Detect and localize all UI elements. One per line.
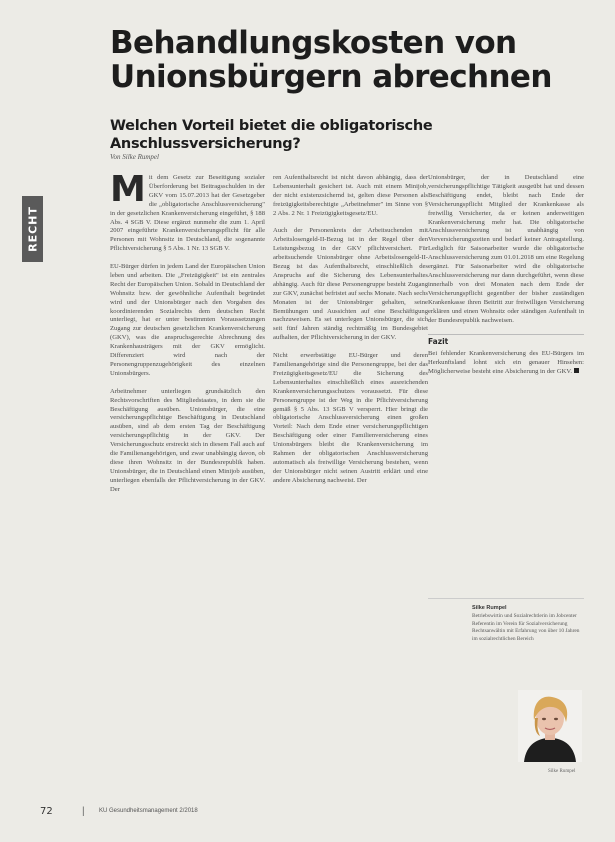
- section-tab-label: RECHT: [26, 206, 39, 252]
- author-photo: [518, 690, 582, 762]
- fazit-heading: Fazit: [428, 334, 584, 347]
- article-subtitle: Welchen Vorteil bietet die obligatorische Anschlussversicherung?: [110, 118, 433, 152]
- column-3: [428, 174, 584, 386]
- paragraph: Nicht erwerbstätige EU-Bürger und deren Familienangehörige sind die Personengruppe, bei der das Freizügigkeitsgesetz/EU die Sicherung des Lebensunterhaltes einschließlich eines ausreichenden Krankenversicherungsschutzes voraussetzt. Für diese Personengruppe ist der Weg in die Pflichtversicherung gemäß § 5 Abs. 13 SGB V versperrt. Hier bringt die obligatorische Anschlussversicherung einen großen Vorteil: Nach dem Ende einer versicherungspflichtigen Beschäftigung oder einer Familienversicherung eines Unionsbürgers bleibt die Krankenversicherung im Rahmen der obligatorischen Anschlussversicherung automatisch als freiwillige Versicherung bestehen, wenn der Unionsbürger nicht seinen Austritt erklärt und eine andere Absicherung nachweist. Der: [273, 352, 428, 484]
- end-of-article-icon: [574, 368, 579, 373]
- author-bio-text: [472, 605, 582, 644]
- paragraph: Auch der Personenkreis der Arbeitsuchenden mit Arbeitslosengeld-II-Bezug ist in der Regel über den Leistungsbezug in der GKV pflichtversichert. Für arbeitsuchende Unionsbürger ohne Arbeitslosengeld-II-Bezug ist das Aufenthaltsrecht, einschließlich des Anspruchs auf die Sicherung des Lebensunterhaltes abhängig. Auch für diese Personengruppe besteht Zugang zur GKV, zunächst befristet auf sechs Monate. Nach sechs Monaten ist der Unionsbürger gehalten, seine Bemühungen und Aussichten auf eine Beschäftigung nachzuweisen. Es sei unterlegen Unionsbürger, die sich seit fünf Jahren ständig rechtmäßig im Bundesgebiet aufhalten, der Pflichtversicherung in der GKV.: [273, 227, 428, 342]
- photo-caption: Silke Rumpel: [548, 769, 576, 774]
- column-1: [110, 169, 265, 503]
- magazine-name: KU Gesundheitsmanagement 2/2018: [99, 808, 198, 814]
- column-2: [273, 174, 428, 495]
- paragraph: EU-Bürger dürfen in jedem Land der Europäischen Union leben und arbeiten. Die „Freizügigkeit" ist ein zentrales Recht der Europäischen Union. Sobald in Deutschland der Wohnsitz bzw. der gewöhnliche Aufenthalt begründet wird und der Unionsbürger nach den Vorgaben des koordinierenden Sozialrechts dem deutschen Recht unterliegt, hat er unter bestimmten Voraussetzungen Zugang zur deutschen gesetzlichen Krankenversicherung (GKV), was die anspruchsgerechte Abrechnung des Krankenhausträgers mit der GKV ermöglicht. Differenziert wird nach der Personengruppenzugehörigkeit des einzelnen Unionsbürgers.: [110, 263, 265, 377]
- author-bio-line: Rechtsanwältin mit Erfahrung von über 10 Jahren im sozialrechtlichen Bereich: [472, 628, 580, 643]
- paragraph: Arbeitnehmer unterliegen grundsätzlich den Rechtsvorschriften des Mitgliedstaates, in dem sie die Beschäftigung ausüben. Unionsbürger, die eine versicherungspflichtige Beschäftigung in Deutschland ausüben, sind ab dem ersten Tag der Beschäftigung versicherungspflichtig in der GKV. Der Versicherungsschutz erstreckt sich in diesem Fall auch auf die Familienangehörigen, und zwar unabhängig davon, ob diese ihren Wohnsitz in der Bundesrepublik haben. Unionsbürger, die in Deutschland einen Minijob ausüben, unterliegen ebenfalls der Pflichtversicherung in der GKV. Der: [110, 387, 265, 493]
- author-bio-line: Betriebswirtin und Sozialrechtlerin im Jobcenter: [472, 612, 577, 619]
- article-title: Behandlungskosten von Unionsbürgern abrechnen: [110, 25, 552, 95]
- section-tab: [22, 196, 43, 262]
- paragraph-text: it dem Gesetz zur Beseitigung sozialer Überforderung bei Beitragsschulden in der GKV vom 15.07.2013 hat der Gesetzgeber die „obligatorische Anschlussversicherung" in der gesetzlichen Krankenversicherung eingeführt, § 188 Abs. 4 SGB V. Diese ergänzt nunmehr die zum 1. April 2007 eingeführte Krankenversicherungspflicht für alle Personen mit Wohnsitz in Deutschland, die sogenannte Pflichtversicherung § 5 Abs. 1 Nr. 13 SGB V.: [110, 174, 265, 253]
- author-bio-line: Referentin im Verein für Sozialversicherung: [472, 620, 568, 627]
- paragraph: Unionsbürger, der in Deutschland eine versicherungspflichtige Tätigkeit ausgeübt hat und dessen Beschäftigung endet, bleibt nach Ende der Versicherungspflicht Mitglied der Krankenkasse als freiwillig Versicherter, da er keinen anderweitigen Krankenversicherung mehr hat. Die obligatorische Anschlussversicherung ist unabhängig von Vorversicherungszeiten und bedarf keiner Antragstellung. Lediglich für Saisonarbeiter wurde die obligatorische Anschlussversicherung zum 01.01.2018 um eine Regelung ergänzt. Für Saisonarbeiter wird die obligatorische Anschlussversicherung nur dann durchgeführt, wenn diese innerhalb von drei Monaten nach dem Ende der Versicherungspflicht gegenüber der bisher zuständigen Krankenkasse ihren Beitritt zur freiwilligen Versicherung erklären und einen Wohnsitz oder ständigen Aufenthalt in der Bundesrepublik nachweisen.: [428, 174, 584, 324]
- author-bio-name: Silke Rumpel: [472, 605, 507, 611]
- paragraph: [110, 169, 265, 254]
- footer-separator: |: [82, 806, 85, 817]
- fazit-text: Bei fehlender Krankenversicherung des EU-Bürgers im Herkunftsland lohnt sich ein genauer Hinsehen: Möglicherweise besteht eine Absicherung in der GKV.: [428, 350, 584, 376]
- drop-cap: M: [110, 169, 146, 210]
- fazit-paragraph: [428, 350, 584, 377]
- paragraph: ren Aufenthaltsrecht ist nicht davon abhängig, dass der Lebensunterhalt gesichert ist. Auch mit einem Minijob, der nicht existenzsichernd ist, gelten diese Personen als freizügigkeitsberechtigte „Arbeitnehmer" im Sinne von § 2 Abs. 2 Nr. 1 Freizügigkeitsgesetz/EU.: [273, 174, 428, 217]
- page-number: 72: [40, 806, 53, 817]
- author-byline: Von Silke Rumpel: [110, 153, 159, 161]
- portrait-image: [518, 690, 582, 762]
